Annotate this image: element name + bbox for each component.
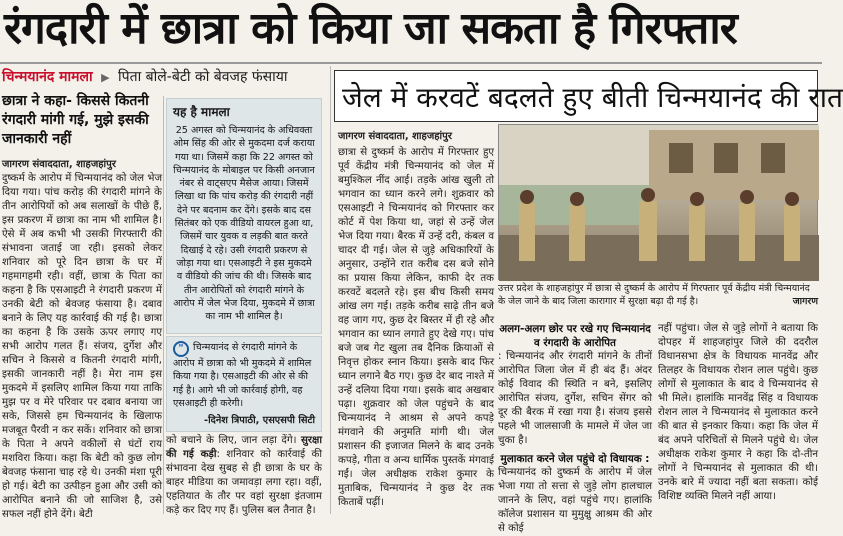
left-body: दुष्कर्म के आरोप में चिन्मयानंद को जेल भेज दिया गया। पांच करोड़ की रंगदारी मांगने के तीन आरोपियों को अब सलाखों के पीछे हैं, इस प्रकरण में छात्रा का नाम भी शामिल है। ऐसे में अब कभी भी उसकी गिरफ्तारी की संभावना जताई जा रही। इसको लेकर शनिवार को पूरे दिन छात्रा के घर में गहमागहमी रही। वहीं, छात्रा के पिता का कहना है कि एसआइटी ने रंगदारी प्रकरण में उनकी बेटी को बेवजह फंसाया है। दबाव बनाने के लिए यह कार्रवाई की गई है। छात्रा का कहना है कि उसके ऊपर लगाए गए सभी आरोप गलत हैं। संजय, दुर्गेश और सचिन ने किससे व कितनी रंगदारी मांगी, इसकी जानकारी नहीं है। मेरा नाम इस मुकदमे में इसलिए शामिल किया गया ताकि मुझ पर व मेरे परिवार पर दबाव बनाया जा सके, जिससे हम चिन्मयानंद के खिलाफ मजबूत पैरवी न कर सकें। शनिवार को छात्रा के पिता ने अपने वकीलों से घंटों राय मशविरा किया। कहा कि बेटी को कुछ लोग बेवजह फंसाना चाह रहे थे। उनकी मंशा पूरी हो गई। बेटी का उत्पीड़न हुआ और उसी को आरोपित बनाने की जो साजिश है, उसे सफल नहीं होने देंगे। बेटी bbox=[2, 173, 163, 520]
page-headline: रंगदारी में छात्रा को किया जा सकता है गिरफ्तार bbox=[4, 3, 737, 54]
left-byline: जागरण संवाददाता, शाहजहांपुर bbox=[2, 159, 116, 170]
headline-divider bbox=[0, 62, 822, 64]
right-headline: जेल में करवटें बदलते हुए बीती चिन्मयानंद की रात bbox=[342, 81, 843, 114]
right-body: छात्रा से दुष्कर्म के आरोप में गिरफ्तार हुए पूर्व केंद्रीय मंत्री चिन्मयानंद को जेल में बमुश्किल नींद आई। तड़के आंख खुली तो भगवान का ध्यान करने लगे। शुक्रवार को एसआइटी ने चिन्मयानंद को गिरफ्तार कर कोर्ट में पेश किया था, जहां से उन्हें जेल भेज दिया गया। बैरक में उन्हें दरी, कंबल व चादर दी गई। जेल से जुड़े अधिकारियों के अनुसार, उन्होंने रात करीब दस बजे सोने का प्रयास किया लेकिन, काफी देर तक करवटें बदलते रहे। इस बीच किसी समय आंख लग गई। तड़के करीब साढ़े तीन बजे वह जाग गए, कुछ देर बिस्तर में ही रहे और भगवान का ध्यान लगाते हुए देखे गए। पांच बजे जब गेट खुला तब दैनिक क्रियाओं से निवृत्त होकर स्नान किया। इसके बाद फिर ध्यान लगाने बैठ गए। कुछ देर बाद नाश्ते में उन्हें दलिया दिया गया। इसके बाद अखबार पढ़ा। शुक्रवार को जेल पहुंचने के बाद चिन्मयानंद ने आश्रम से अपने कपड़े मंगवाने की अनुमति मांगी थी। जेल प्रशासन की इजाजत मिलने के बाद उनके कपड़े, गीता व अन्य धार्मिक पुस्तकें मंगवाई गईं। जेल अधीक्षक राकेश कुमार के मुताबिक, चिन्मयानंद ने कुछ देर तक किताबें पढ़ीं। bbox=[338, 147, 494, 508]
news-photo-illustration bbox=[499, 125, 819, 281]
middle-lower-text-2: : शनिवार को कार्रवाई की संभावना देख सुबह से ही छात्रा के घर के बाहर मीडिया का जमावड़ा लगा रहा। वहीं, एहतियात के तौर पर वहां सुरक्षा इंतजाम कड़े कर दिए गए हैं। पुलिस बल तैनात है। bbox=[166, 449, 322, 516]
column-divider bbox=[163, 96, 164, 514]
quote-icon: " bbox=[173, 341, 189, 357]
info-box-text: 25 अगस्त को चिन्मयानंद के अधिवक्ता ओम सिंह की ओर से मुकदमा दर्ज कराया गया था। जिसमें कहा कि 22 अगस्त को चिन्मयानंद के मोबाइल पर किसी अनजान नंबर से वाट्सएप मैसेज आया। जिसमें लिखा था कि पांच करोड़ की रंगदारी नहीं देने पर बदनाम कर देंगे। इसके बाद दस सितंबर को एक वीडियो वायरल हुआ था, जिसमें चार युवक व लड़की बात करते दिखाई दे रहे। उसी रंगदारी प्रकरण से जोड़ा गया था। एसआइटी ने इस मुकदमे व वीडियो की जांच की थी। जिसके बाद तीन आरोपितों को रंगदारी मांगने के आरोप में जेल भेज दिया, मुकदमे में छात्रा का नाम भी शामिल है। bbox=[173, 125, 315, 323]
right-col-2-text-b: चिन्मयानंद को दुष्कर्म के आरोप में जेल भेजा गया तो सत्ता से जुड़े लोग हालचाल जानने के लिए, वहां पहुंचे गए। हालांकि कॉलेज प्रशासन या मुमुक्षु आश्रम की ओर से कोई bbox=[498, 467, 652, 534]
quote-attribution: -दिनेश त्रिपाठी, एसएसपी सिटी bbox=[204, 415, 315, 427]
photo-caption-text: उत्तर प्रदेश के शाहजहांपुर में छात्रा से दुष्कर्म के आरोप में गिरफ्तार पूर्व केंद्रीय मंत्री चिन्मयानंद के जेल जाने के बाद जिला कारागार में सुरक्षा बढ़ा दी गई है। bbox=[498, 283, 810, 307]
quote-text: चिन्मयानंद से रंगदारी मांगने के आरोप में छात्रा को भी मुकदमे में शामिल किया गया है। एसआइटी की ओर से की गई है। आगे भी जो कार्रवाई होगी, वह एसआइटी ही करेगी। bbox=[173, 342, 312, 409]
crosshead-2: मुलाकात करने जेल पहुंचे दो विधायक : bbox=[500, 453, 650, 465]
kicker-label: चिन्मयानंद मामला bbox=[2, 69, 93, 85]
photo-credit: जागरण bbox=[792, 296, 818, 307]
right-col-2 bbox=[498, 322, 652, 534]
right-col-2-text: : चिन्मयानंद और रंगदारी मांगने के तीनों आरोपित जिला जेल में ही बंद हैं। अंदर कोई विवाद की स्थिति न बने, इसलिए आरोपित संजय, दुर्गेश, सचिन सेंगर को दूर की बैरक में रखा गया है। संजय इससे पहले भी जालसाजी के मामले में जेल जा चुका है। bbox=[498, 351, 652, 446]
photo-caption bbox=[498, 282, 818, 308]
column-divider bbox=[330, 66, 331, 514]
right-col-3: नहीं पहुंचा। जेल से जुड़े लोगों ने बताया कि दोपहर में शाहजहांपुर जिले की ददरौल विधानसभा क्षेत्र के विधायक मानवेंद्र और तिलहर के विधायक रोशन लाल पहुंचे। कुछ लोगों से मुलाकात के बाद वे चिन्मयानंद से भी मिले। हालांकि मानवेंद्र सिंह व विधायक रोशन लाल ने चिन्मयानंद से मुलाकात करने की बात से इनकार किया। कहा कि जेल में बंद अपने परिचितों से मिलने पहुंचे थे। जेल अधीक्षक राकेश कुमार ने कहा कि दो-तीन लोगों ने चिन्मयानंद से मुलाकात की थी। उनके बारे में ज्यादा नहीं बता सकता। कोई विशिष्ट व्यक्ति मिलने नहीं आया। bbox=[658, 323, 818, 502]
kicker-arrow-icon: ▶ bbox=[101, 71, 110, 84]
middle-lower-body bbox=[166, 434, 322, 514]
kicker-text: पिता बोले-बेटी को बेवजह फंसाया bbox=[118, 69, 288, 85]
quote-box bbox=[166, 336, 322, 432]
right-byline: जागरण संवाददाता, शाहजहांपुर bbox=[338, 131, 452, 142]
middle-crosshead: सुरक्षा की गई कड़ी bbox=[166, 435, 322, 460]
news-photo bbox=[498, 124, 818, 280]
middle-lower-text: को बचाने के लिए, जान लड़ा देंगे। bbox=[166, 435, 297, 446]
crosshead-1: अलग-अलग छोर पर रखे गए चिन्मयानंद व रंगदारी के आरोपित bbox=[499, 323, 651, 349]
kicker bbox=[2, 66, 332, 88]
info-box bbox=[166, 98, 322, 334]
left-subhead: छात्रा ने कहा- किससे कितनी रंगदारी मांगी गई, मुझे इसकी जानकारी नहीं bbox=[2, 93, 149, 147]
info-box-title: यह है मामला bbox=[173, 105, 230, 119]
